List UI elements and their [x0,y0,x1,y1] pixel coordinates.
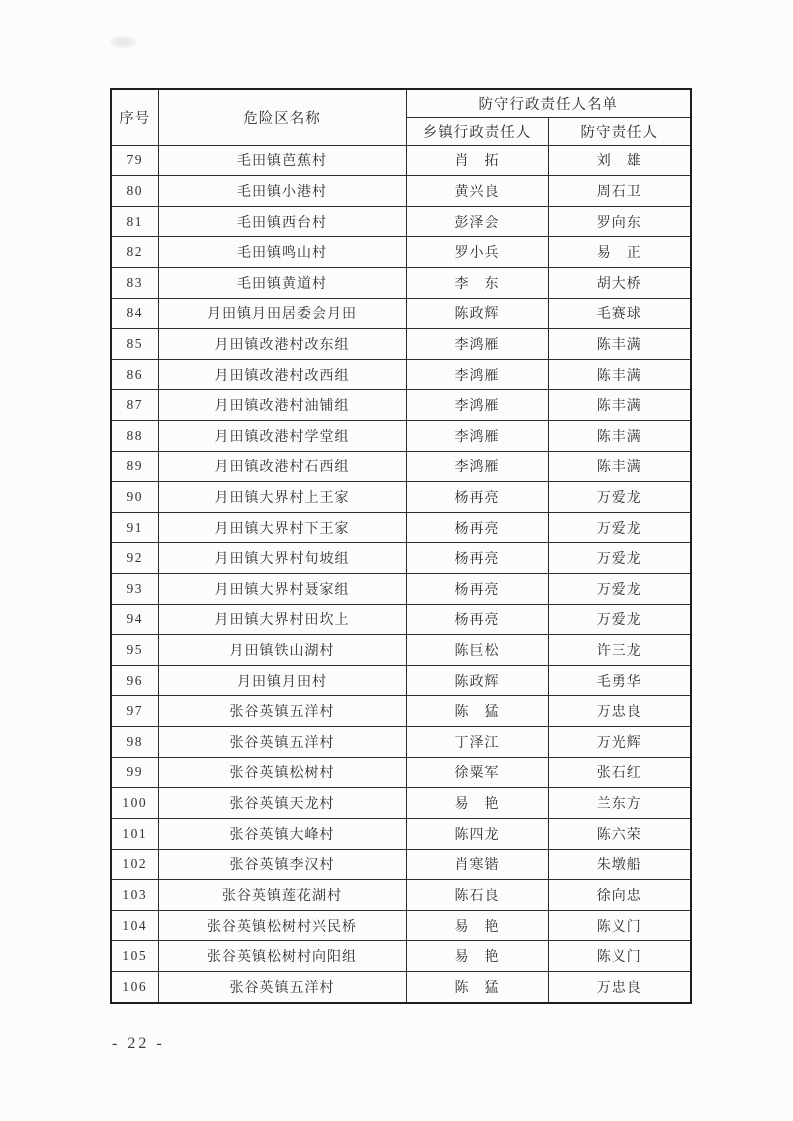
row-township-admin-person: 陈 猛 [406,971,548,1003]
row-danger-zone-name: 张谷英镇天龙村 [158,788,406,819]
row-township-admin-person: 李鸿雁 [406,451,548,482]
row-township-admin-person: 李鸿雁 [406,329,548,360]
row-serial-number: 79 [111,145,158,176]
table-row [111,359,691,390]
row-danger-zone-name: 张谷英镇松树村 [158,757,406,788]
row-serial-number: 80 [111,176,158,207]
row-danger-zone-name: 张谷英镇李汉村 [158,849,406,880]
table-row [111,512,691,543]
row-danger-zone-name: 毛田镇鸣山村 [158,237,406,268]
row-serial-number: 101 [111,818,158,849]
row-township-admin-person: 易 艳 [406,788,548,819]
row-defense-person: 万爱龙 [548,512,691,543]
row-danger-zone-name: 毛田镇芭蕉村 [158,145,406,176]
row-defense-person: 兰东方 [548,788,691,819]
row-serial-number: 102 [111,849,158,880]
table-row [111,849,691,880]
row-township-admin-person: 陈石良 [406,880,548,911]
row-danger-zone-name: 张谷英镇大峰村 [158,818,406,849]
row-danger-zone-name: 张谷英镇莲花湖村 [158,880,406,911]
table-row [111,451,691,482]
table-body [111,145,691,1003]
row-township-admin-person: 易 艳 [406,941,548,972]
row-township-admin-person: 杨再亮 [406,574,548,605]
row-danger-zone-name: 月田镇月田村 [158,665,406,696]
row-serial-number: 81 [111,206,158,237]
table-row [111,757,691,788]
row-danger-zone-name: 月田镇大界村田坎上 [158,604,406,635]
row-defense-person: 陈义门 [548,910,691,941]
row-township-admin-person: 肖 拓 [406,145,548,176]
row-defense-person: 万爱龙 [548,543,691,574]
table-header [111,89,691,145]
row-defense-person: 张石红 [548,757,691,788]
row-serial-number: 97 [111,696,158,727]
row-defense-person: 毛赛球 [548,298,691,329]
row-township-admin-person: 陈巨松 [406,635,548,666]
row-defense-person: 许三龙 [548,635,691,666]
row-danger-zone-name: 张谷英镇松树村向阳组 [158,941,406,972]
row-serial-number: 91 [111,512,158,543]
row-serial-number: 87 [111,390,158,421]
row-serial-number: 106 [111,971,158,1003]
row-danger-zone-name: 毛田镇黄道村 [158,267,406,298]
row-serial-number: 103 [111,880,158,911]
table-row [111,543,691,574]
table-row [111,971,691,1003]
row-township-admin-person: 李 东 [406,267,548,298]
table-row [111,788,691,819]
row-serial-number: 85 [111,329,158,360]
page-number: - 22 - [112,1035,165,1052]
row-defense-person: 徐向忠 [548,880,691,911]
row-township-admin-person: 肖寒锴 [406,849,548,880]
row-defense-person: 陈丰满 [548,420,691,451]
row-township-admin-person: 易 艳 [406,910,548,941]
row-township-admin-person: 杨再亮 [406,482,548,513]
header-defense-person: 防守责任人 [548,117,691,145]
row-defense-person: 陈丰满 [548,329,691,360]
row-township-admin-person: 李鸿雁 [406,359,548,390]
row-defense-person: 陈六荣 [548,818,691,849]
row-serial-number: 93 [111,574,158,605]
table-row [111,665,691,696]
row-township-admin-person: 陈四龙 [406,818,548,849]
row-defense-person: 万光辉 [548,727,691,758]
row-serial-number: 104 [111,910,158,941]
row-danger-zone-name: 月田镇改港村石西组 [158,451,406,482]
header-row-1 [111,89,691,117]
row-township-admin-person: 杨再亮 [406,512,548,543]
row-defense-person: 万爱龙 [548,482,691,513]
table-row [111,941,691,972]
table-row [111,574,691,605]
row-danger-zone-name: 张谷英镇松树村兴民桥 [158,910,406,941]
row-defense-person: 陈丰满 [548,451,691,482]
row-danger-zone-name: 月田镇改港村学堂组 [158,420,406,451]
row-danger-zone-name: 月田镇大界村旬坡组 [158,543,406,574]
table-row [111,176,691,207]
row-township-admin-person: 杨再亮 [406,604,548,635]
row-serial-number: 89 [111,451,158,482]
row-township-admin-person: 陈 猛 [406,696,548,727]
table-row [111,145,691,176]
row-defense-person: 胡大桥 [548,267,691,298]
row-serial-number: 95 [111,635,158,666]
row-township-admin-person: 杨再亮 [406,543,548,574]
row-defense-person: 易 正 [548,237,691,268]
row-serial-number: 84 [111,298,158,329]
table-row [111,390,691,421]
row-defense-person: 周石卫 [548,176,691,207]
row-danger-zone-name: 毛田镇小港村 [158,176,406,207]
table-row [111,727,691,758]
row-danger-zone-name: 张谷英镇五洋村 [158,971,406,1003]
row-township-admin-person: 徐粟军 [406,757,548,788]
row-serial-number: 90 [111,482,158,513]
header-danger-zone-name: 危险区名称 [158,89,406,145]
table-row [111,420,691,451]
row-township-admin-person: 陈政辉 [406,665,548,696]
table-row [111,880,691,911]
table-row [111,237,691,268]
table-row [111,206,691,237]
row-danger-zone-name: 月田镇大界村聂家组 [158,574,406,605]
row-defense-person: 毛勇华 [548,665,691,696]
row-danger-zone-name: 张谷英镇五洋村 [158,727,406,758]
row-township-admin-person: 丁泽江 [406,727,548,758]
row-danger-zone-name: 月田镇大界村上王家 [158,482,406,513]
row-danger-zone-name: 月田镇铁山湖村 [158,635,406,666]
table-row [111,818,691,849]
responsibility-roster-table [110,88,692,1004]
row-defense-person: 陈丰满 [548,390,691,421]
row-defense-person: 罗向东 [548,206,691,237]
row-defense-person: 刘 雄 [548,145,691,176]
table-row [111,298,691,329]
row-danger-zone-name: 张谷英镇五洋村 [158,696,406,727]
row-serial-number: 99 [111,757,158,788]
table-row [111,267,691,298]
row-serial-number: 92 [111,543,158,574]
row-serial-number: 83 [111,267,158,298]
scan-artifact [110,36,136,48]
row-defense-person: 万忠良 [548,971,691,1003]
roster-table-container [110,88,690,1004]
row-danger-zone-name: 月田镇月田居委会月田 [158,298,406,329]
row-serial-number: 86 [111,359,158,390]
header-responsible-persons-group: 防守行政责任人名单 [406,89,691,117]
row-danger-zone-name: 月田镇大界村下王家 [158,512,406,543]
table-row [111,482,691,513]
row-township-admin-person: 李鸿雁 [406,390,548,421]
row-danger-zone-name: 月田镇改港村油铺组 [158,390,406,421]
row-danger-zone-name: 月田镇改港村改东组 [158,329,406,360]
row-township-admin-person: 罗小兵 [406,237,548,268]
row-danger-zone-name: 毛田镇西台村 [158,206,406,237]
row-serial-number: 82 [111,237,158,268]
row-serial-number: 100 [111,788,158,819]
row-defense-person: 万爱龙 [548,604,691,635]
table-row [111,604,691,635]
row-township-admin-person: 陈政辉 [406,298,548,329]
row-defense-person: 万爱龙 [548,574,691,605]
row-township-admin-person: 彭泽会 [406,206,548,237]
header-township-admin-person: 乡镇行政责任人 [406,117,548,145]
table-row [111,696,691,727]
table-row [111,635,691,666]
row-serial-number: 105 [111,941,158,972]
row-defense-person: 陈义门 [548,941,691,972]
row-defense-person: 朱墩船 [548,849,691,880]
table-row [111,910,691,941]
row-serial-number: 88 [111,420,158,451]
table-row [111,329,691,360]
row-township-admin-person: 李鸿雁 [406,420,548,451]
row-serial-number: 96 [111,665,158,696]
header-serial-number: 序号 [111,89,158,145]
row-defense-person: 万忠良 [548,696,691,727]
row-township-admin-person: 黄兴良 [406,176,548,207]
row-serial-number: 94 [111,604,158,635]
row-serial-number: 98 [111,727,158,758]
row-danger-zone-name: 月田镇改港村改西组 [158,359,406,390]
row-defense-person: 陈丰满 [548,359,691,390]
